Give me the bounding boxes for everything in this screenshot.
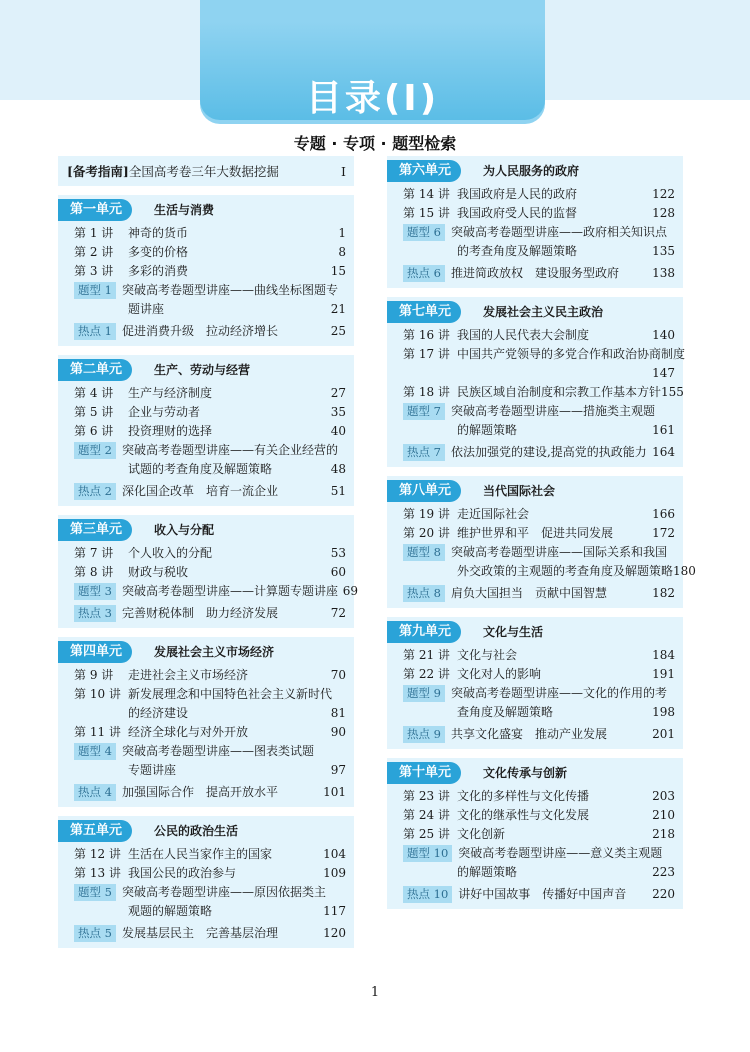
unit-title: 生活与消费 [154, 203, 215, 217]
badge-label: 题型 5 [74, 884, 116, 901]
entry-title: 突破高考卷题型讲座——国际关系和我国 [450, 545, 667, 559]
entry-title: 题讲座 [128, 302, 165, 316]
lecture-number: 第 6 讲 [74, 424, 114, 438]
entry-page: 201 [652, 727, 675, 741]
unit-label: 第五单元 [58, 820, 132, 842]
toc-entry[interactable] [58, 384, 354, 403]
unit-header[interactable] [58, 518, 354, 541]
entry-page [685, 345, 705, 364]
toc-entry-continuation[interactable] [387, 242, 683, 261]
toc-entry[interactable] [58, 723, 354, 742]
entry-badge [403, 223, 445, 242]
toc-entry[interactable] [58, 666, 354, 685]
toc-entry-continuation[interactable] [387, 364, 683, 383]
toc-entry[interactable] [58, 604, 354, 623]
entry-page: 81 [330, 706, 346, 720]
unit-section [58, 355, 354, 506]
toc-entry-continuation[interactable] [58, 704, 354, 723]
entry-title: 企业与劳动者 [128, 405, 201, 419]
entry-page: 161 [652, 423, 675, 437]
entry-title: 多彩的消费 [128, 264, 189, 278]
toc-entry[interactable] [58, 243, 354, 262]
lecture-number: 第 17 讲 [403, 347, 450, 361]
badge-label: 热点 9 [403, 726, 445, 743]
toc-entry[interactable] [58, 582, 358, 601]
entry-title: 完善财税体制 助力经济发展 [121, 606, 278, 620]
entry-title: 文化的继承性与文化发展 [457, 808, 590, 822]
badge-label: 题型 6 [403, 224, 445, 241]
unit-label: 第二单元 [58, 359, 132, 381]
unit-label: 第四单元 [58, 641, 132, 663]
entry-badge [403, 402, 445, 421]
unit-title: 文化传承与创新 [483, 766, 568, 780]
badge-label: 题型 2 [74, 442, 116, 459]
entry-page: 218 [652, 827, 675, 841]
entry-page: 122 [652, 187, 675, 201]
badge-label: 题型 3 [74, 583, 116, 600]
guide-box [58, 156, 354, 186]
badge-label: 热点 5 [74, 925, 116, 942]
entry-badge [74, 604, 116, 623]
entry-title: 发展基层民主 完善基层治理 [121, 926, 278, 940]
entry-title: 促进消费升级 拉动经济增长 [121, 324, 278, 338]
entry-page [338, 441, 358, 460]
entry-page: 155 [661, 385, 684, 399]
page-subtitle: 专题 · 专项 · 题型检索 [293, 134, 457, 153]
entry-title: 的解题策略 [457, 865, 518, 879]
unit-header[interactable] [387, 620, 683, 643]
lecture-number: 第 7 讲 [74, 546, 114, 560]
toc-entry-continuation[interactable] [58, 460, 354, 479]
lecture-number: 第 10 讲 [74, 687, 121, 701]
entry-title: 查角度及解题策略 [457, 705, 554, 719]
unit-section [387, 617, 683, 749]
unit-label: 第八单元 [387, 480, 461, 502]
toc-entry-continuation[interactable] [387, 562, 696, 581]
badge-label: 题型 9 [403, 685, 445, 702]
entry-page: 48 [330, 462, 346, 476]
unit-label: 第一单元 [58, 199, 132, 221]
toc-entry[interactable] [387, 345, 686, 364]
entry-title: 文化对人的影响 [457, 667, 542, 681]
toc-entry[interactable] [58, 845, 354, 864]
unit-label: 第六单元 [387, 160, 461, 182]
unit-section [58, 816, 354, 948]
entry-page: 172 [652, 526, 675, 540]
page-title: 目录(Ⅰ) [305, 78, 440, 119]
unit-title: 发展社会主义民主政治 [483, 305, 604, 319]
entry-page: 166 [652, 507, 675, 521]
toc-entry[interactable] [387, 844, 683, 863]
toc-entry[interactable] [58, 262, 354, 281]
unit-header[interactable] [387, 159, 683, 182]
entry-page: 147 [652, 366, 675, 380]
toc-entry[interactable] [387, 204, 683, 223]
unit-label: 第三单元 [58, 519, 132, 541]
unit-section [387, 156, 683, 288]
entry-page: 27 [330, 386, 346, 400]
unit-header[interactable] [58, 819, 354, 842]
lecture-number: 第 9 讲 [74, 668, 114, 682]
entry-title: 维护世界和平 促进共同发展 [457, 526, 614, 540]
toc-entry[interactable] [387, 825, 683, 844]
toc-entry[interactable] [387, 505, 683, 524]
unit-title: 文化与生活 [483, 625, 544, 639]
badge-label: 热点 4 [74, 784, 116, 801]
entry-page: 198 [652, 705, 675, 719]
lecture-number: 第 12 讲 [74, 847, 121, 861]
entry-title: 突破高考卷题型讲座——有关企业经营的 [121, 443, 338, 457]
lecture-number: 第 16 讲 [403, 328, 450, 342]
lecture-number: 第 24 讲 [403, 808, 450, 822]
unit-section [58, 637, 354, 807]
toc-entry-continuation[interactable] [58, 761, 354, 780]
entry-page: 223 [652, 865, 675, 879]
entry-title: 我国公民的政治参与 [128, 866, 237, 880]
lecture-number: 第 5 讲 [74, 405, 114, 419]
entry-title: 经济全球化与对外开放 [128, 725, 249, 739]
entry-title: 多变的价格 [128, 245, 189, 259]
toc-entry[interactable] [387, 223, 683, 242]
entry-title: 我国政府是人民的政府 [457, 187, 578, 201]
entry-badge [74, 742, 116, 761]
entry-title: 专题讲座 [128, 763, 177, 777]
toc-entry-continuation[interactable] [58, 300, 354, 319]
lecture-number: 第 11 讲 [74, 725, 121, 739]
toc-entry[interactable] [58, 544, 354, 563]
entry-page: 120 [323, 926, 346, 940]
toc-entry[interactable] [387, 646, 683, 665]
entry-title: 突破高考卷题型讲座——计算题专题讲座 [121, 584, 338, 598]
toc-entry[interactable] [58, 883, 354, 902]
entry-page: 101 [323, 785, 346, 799]
toc-entry[interactable] [387, 806, 683, 825]
unit-section [387, 758, 683, 909]
entry-page: 135 [652, 244, 675, 258]
unit-label: 第九单元 [387, 621, 461, 643]
entry-title: 我国政府受人民的监督 [457, 206, 578, 220]
entry-page [667, 684, 687, 703]
page-number: 1 [370, 985, 380, 1000]
entry-page [326, 742, 346, 761]
entry-title: 走近国际社会 [457, 507, 530, 521]
entry-badge [403, 543, 445, 562]
entry-page [655, 402, 675, 421]
entry-title: 神奇的货币 [128, 226, 189, 240]
toc-entry[interactable] [387, 524, 683, 543]
lecture-number: 第 25 讲 [403, 827, 450, 841]
entry-title: 我国的人民代表大会制度 [457, 328, 590, 342]
badge-label: 题型 1 [74, 282, 116, 299]
entry-title: 新发展理念和中国特色社会主义新时代 [128, 687, 333, 701]
entry-page: 191 [652, 667, 675, 681]
entry-page: 1 [338, 226, 346, 240]
unit-title: 当代国际社会 [483, 484, 556, 498]
unit-section [387, 297, 686, 467]
badge-label: 题型 4 [74, 743, 116, 760]
entry-page: 40 [330, 424, 346, 438]
entry-page: 51 [330, 484, 346, 498]
toc-entry[interactable] [387, 443, 683, 462]
entry-page [667, 543, 687, 562]
entry-page: 220 [652, 887, 675, 901]
entry-title: 突破高考卷题型讲座——曲线坐标图题专 [121, 283, 338, 297]
entry-page: 104 [323, 847, 346, 861]
entry-title: 个人收入的分配 [128, 546, 213, 560]
toc-entry[interactable] [387, 264, 683, 283]
entry-title: 讲好中国故事 传播好中国声音 [458, 887, 627, 901]
unit-label: 第十单元 [387, 762, 461, 784]
toc-entry[interactable] [58, 563, 354, 582]
guide-page: Ⅰ [341, 163, 346, 179]
left-column [58, 156, 358, 957]
unit-header[interactable] [58, 358, 354, 381]
lecture-number: 第 13 讲 [74, 866, 121, 880]
toc-entry[interactable] [58, 224, 354, 243]
entry-title: 民族区域自治制度和宗教工作基本方针 [457, 385, 662, 399]
entry-page: 60 [330, 565, 346, 579]
toc-entry[interactable] [58, 281, 354, 300]
badge-label: 热点 7 [403, 444, 445, 461]
lecture-number: 第 18 讲 [403, 385, 450, 399]
entry-badge [403, 584, 445, 603]
guide-entry[interactable] [58, 160, 354, 182]
toc-entry-continuation[interactable] [387, 703, 683, 722]
lecture-number: 第 22 讲 [403, 667, 450, 681]
entry-badge [403, 443, 445, 462]
entry-badge [403, 264, 445, 283]
badge-label: 题型 10 [403, 845, 452, 862]
entry-title: 加强国际合作 提高开放水平 [121, 785, 278, 799]
entry-title: 突破高考卷题型讲座——图表类试题 [121, 744, 314, 758]
entry-title: 文化创新 [457, 827, 506, 841]
badge-label: 热点 6 [403, 265, 445, 282]
toc-entry[interactable] [58, 422, 354, 441]
entry-badge [74, 582, 116, 601]
entry-title: 生活在人民当家作主的国家 [128, 847, 273, 861]
entry-title: 观题的解题策略 [128, 904, 213, 918]
guide-title: 全国高考卷三年大数据挖掘 [128, 164, 279, 179]
entry-title: 试题的考查角度及解题策略 [128, 462, 273, 476]
entry-page: 180 [673, 564, 696, 578]
entry-page: 182 [652, 586, 675, 600]
entry-page: 97 [330, 763, 346, 777]
entry-page: 8 [338, 245, 346, 259]
entry-title: 深化国企改革 培育一流企业 [121, 484, 278, 498]
toc-entry[interactable] [387, 665, 683, 684]
entry-page: 210 [652, 808, 675, 822]
entry-badge [403, 725, 445, 744]
unit-title: 发展社会主义市场经济 [154, 645, 275, 659]
lecture-number: 第 14 讲 [403, 187, 450, 201]
entry-title: 中国共产党领导的多党合作和政治协商制度 [457, 347, 686, 361]
entry-page: 15 [330, 264, 346, 278]
entry-page: 117 [323, 904, 346, 918]
toc-entry[interactable] [387, 584, 683, 603]
toc-entry[interactable] [58, 322, 354, 341]
entry-page [326, 883, 346, 902]
entry-title: 的经济建设 [128, 706, 189, 720]
entry-title: 生产与经济制度 [128, 386, 213, 400]
toc-entry[interactable] [58, 685, 354, 704]
entry-title: 突破高考卷题型讲座——意义类主观题 [458, 846, 663, 860]
entry-page [667, 223, 687, 242]
badge-label: 热点 3 [74, 605, 116, 622]
badge-label: 热点 10 [403, 886, 452, 903]
toc-entry[interactable] [387, 402, 683, 421]
entry-page: 53 [330, 546, 346, 560]
toc-entry[interactable] [387, 326, 683, 345]
lecture-number: 第 15 讲 [403, 206, 450, 220]
entry-page: 203 [652, 789, 675, 803]
entry-page: 25 [330, 324, 346, 338]
unit-header[interactable] [387, 300, 683, 323]
toc-entry[interactable] [387, 885, 683, 904]
unit-title: 为人民服务的政府 [483, 164, 580, 178]
entry-badge [74, 783, 116, 802]
toc-entry[interactable] [387, 787, 683, 806]
toc-entry[interactable] [387, 383, 683, 402]
toc-entry-continuation[interactable] [387, 863, 683, 882]
entry-title: 走进社会主义市场经济 [128, 668, 249, 682]
entry-title: 的考查角度及解题策略 [457, 244, 578, 258]
entry-badge [403, 844, 452, 863]
entry-page: 138 [652, 266, 675, 280]
entry-title: 财政与税收 [128, 565, 189, 579]
lecture-number: 第 23 讲 [403, 789, 450, 803]
entry-badge [403, 885, 452, 904]
lecture-number: 第 20 讲 [403, 526, 450, 540]
entry-title: 突破高考卷题型讲座——原因依据类主 [121, 885, 326, 899]
entry-title: 的解题策略 [457, 423, 518, 437]
toc-entry[interactable] [387, 725, 683, 744]
unit-header[interactable] [58, 198, 354, 221]
entry-page: 35 [330, 405, 346, 419]
toc-entry[interactable] [58, 403, 354, 422]
toc-entry[interactable] [387, 543, 683, 562]
entry-title: 文化与社会 [457, 648, 518, 662]
lecture-number: 第 2 讲 [74, 245, 114, 259]
entry-title: 推进简政放权 建设服务型政府 [450, 266, 619, 280]
toc-entry[interactable] [387, 185, 683, 204]
lecture-number: 第 1 讲 [74, 226, 114, 240]
entry-page: 128 [652, 206, 675, 220]
entry-badge [74, 441, 116, 460]
badge-label: 题型 7 [403, 403, 445, 420]
toc-entry[interactable] [58, 864, 354, 883]
entry-page: 72 [330, 606, 346, 620]
entry-badge [74, 883, 116, 902]
lecture-number: 第 3 讲 [74, 264, 114, 278]
badge-label: 热点 2 [74, 483, 116, 500]
entry-title: 肩负大国担当 贡献中国智慧 [450, 586, 607, 600]
entry-page [338, 281, 358, 300]
entry-title: 依法加强党的建设,提高党的执政能力 [450, 445, 647, 459]
lecture-number: 第 21 讲 [403, 648, 450, 662]
entry-page [662, 844, 682, 863]
entry-page [332, 685, 352, 704]
unit-title: 公民的政治生活 [154, 824, 239, 838]
entry-badge [74, 322, 116, 341]
entry-page: 90 [330, 725, 346, 739]
toc-entry-continuation[interactable] [58, 902, 354, 921]
toc-entry[interactable] [58, 783, 354, 802]
badge-label: 热点 8 [403, 585, 445, 602]
unit-section [387, 476, 696, 608]
badge-label: 热点 1 [74, 323, 116, 340]
lecture-number: 第 4 讲 [74, 386, 114, 400]
entry-page: 70 [330, 668, 346, 682]
entry-page: 184 [652, 648, 675, 662]
unit-title: 收入与分配 [154, 523, 215, 537]
unit-header[interactable] [58, 640, 354, 663]
entry-badge [74, 924, 116, 943]
entry-title [457, 364, 652, 383]
entry-page: 109 [323, 866, 346, 880]
entry-title: 突破高考卷题型讲座——文化的作用的考 [450, 686, 667, 700]
unit-label: 第七单元 [387, 301, 461, 323]
entry-title: 外交政策的主观题的考查角度及解题策略 [457, 564, 674, 578]
entry-badge [74, 482, 116, 501]
entry-badge [74, 281, 116, 300]
toc-entry[interactable] [387, 684, 683, 703]
entry-page: 21 [330, 302, 346, 316]
entry-title: 突破高考卷题型讲座——政府相关知识点 [450, 225, 667, 239]
unit-header[interactable] [387, 761, 683, 784]
entry-title: 投资理财的选择 [128, 424, 213, 438]
entry-page: 140 [652, 328, 675, 342]
toc-entry[interactable] [58, 742, 354, 761]
unit-title: 生产、劳动与经营 [154, 363, 251, 377]
toc-entry[interactable] [58, 441, 354, 460]
lecture-number: 第 8 讲 [74, 565, 114, 579]
toc-entry[interactable] [58, 482, 354, 501]
unit-section [58, 195, 354, 346]
unit-header[interactable] [387, 479, 683, 502]
entry-title: 文化的多样性与文化传播 [457, 789, 590, 803]
guide-bracket: [备考指南] [67, 164, 129, 179]
lecture-number: 第 19 讲 [403, 507, 450, 521]
entry-title: 共享文化盛宴 推动产业发展 [450, 727, 607, 741]
badge-label: 题型 8 [403, 544, 445, 561]
entry-page: 164 [652, 445, 675, 459]
entry-title: 突破高考卷题型讲座——措施类主观题 [450, 404, 655, 418]
toc-entry[interactable] [58, 924, 354, 943]
toc-entry-continuation[interactable] [387, 421, 683, 440]
unit-section [58, 515, 358, 628]
right-column [387, 156, 696, 918]
entry-page: 69 [342, 584, 358, 598]
entry-badge [403, 684, 445, 703]
